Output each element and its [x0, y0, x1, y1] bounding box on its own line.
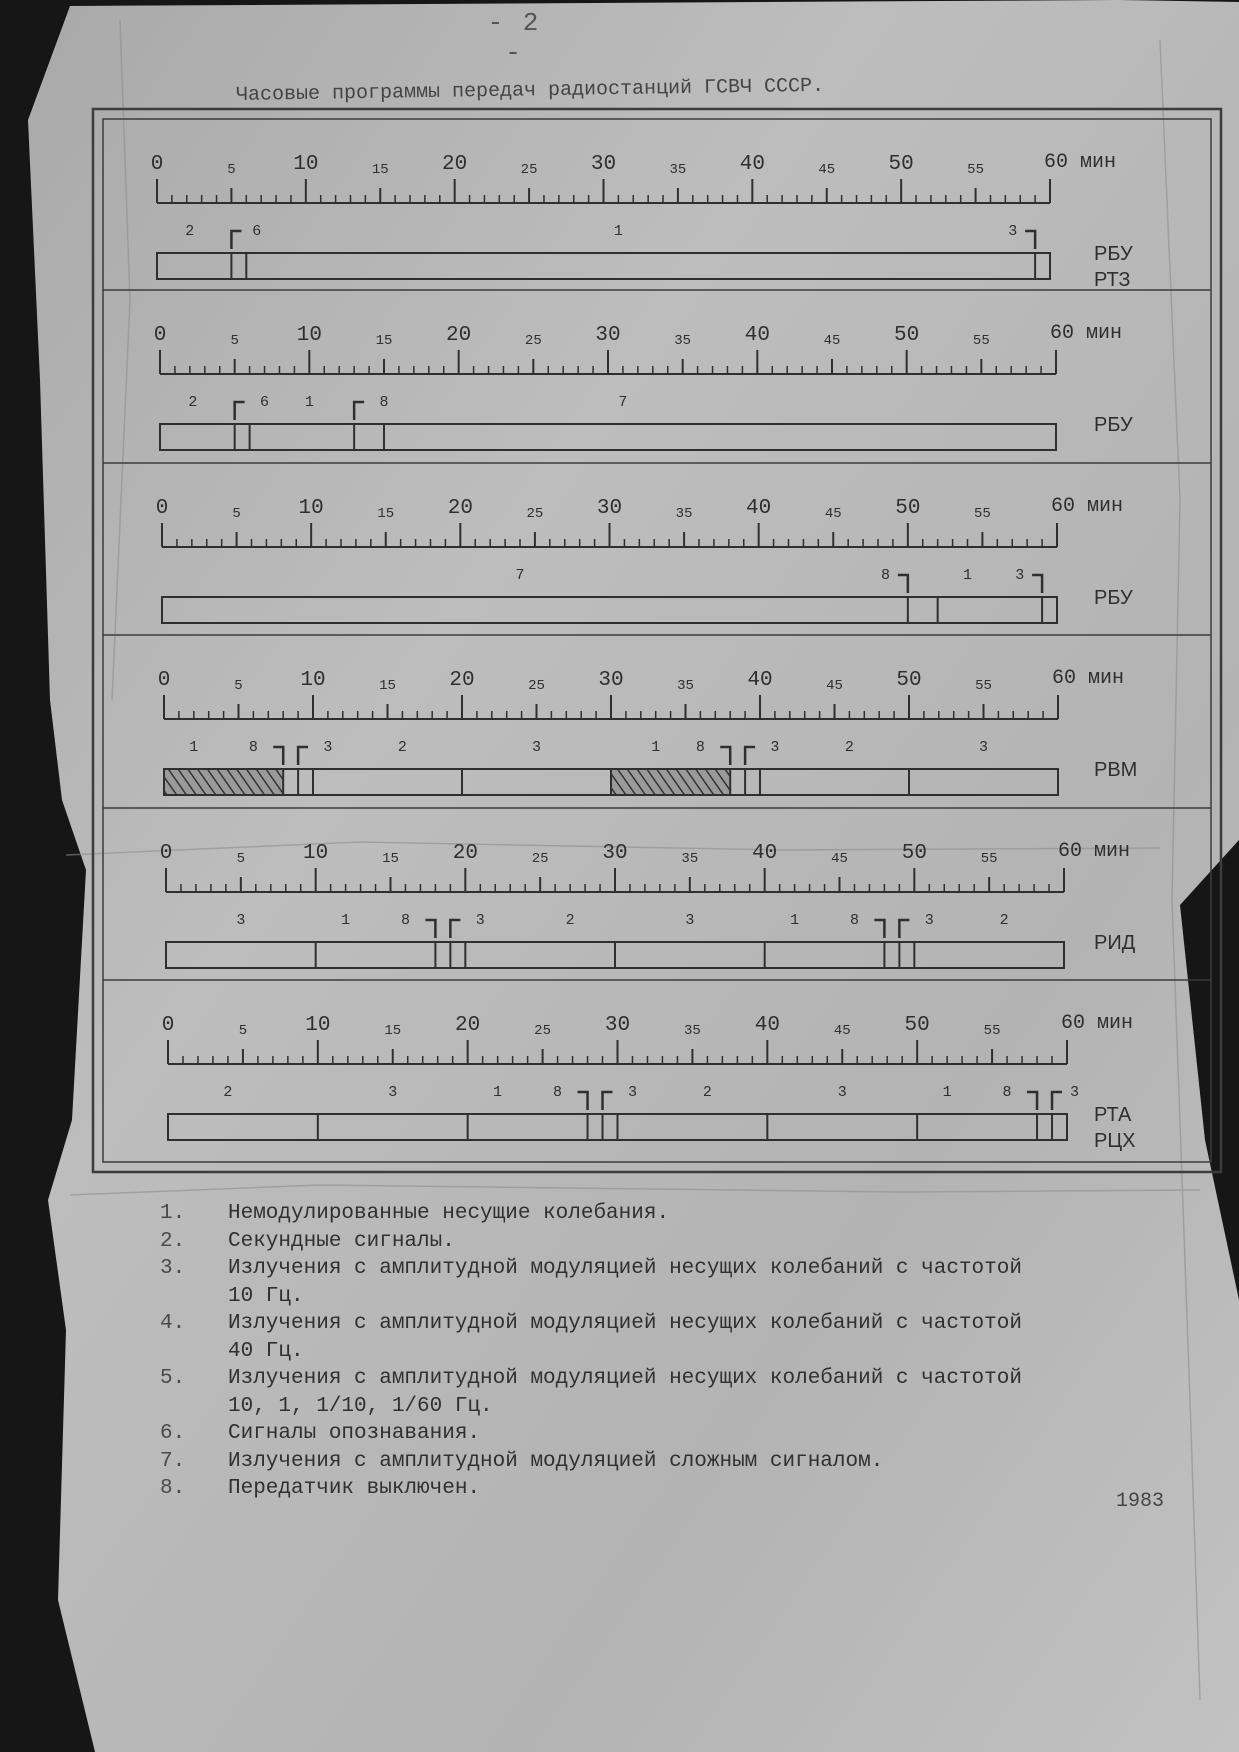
axis-tick-label: 50 — [888, 153, 914, 176]
axis-tick-label: 5 — [234, 678, 243, 694]
axis-tick-label: 15 — [384, 1023, 402, 1039]
axis-tick-label: 25 — [526, 506, 544, 522]
axis-tick-label: 0 — [155, 497, 169, 520]
axis-tick-label: 50 — [894, 324, 920, 347]
axis-tick-label: 20 — [455, 1014, 481, 1037]
axis-tick-label: 45 — [823, 333, 841, 349]
legend-text: Передатчик выключен. — [228, 1477, 481, 1500]
station-callsign: РБУ — [1094, 243, 1133, 265]
axis-tick-label: 35 — [675, 506, 693, 522]
axis-unit-label: 60 мин — [1058, 840, 1131, 863]
segment-label: 3 — [236, 912, 246, 929]
segment-label: 3 — [837, 1084, 847, 1101]
segment-label: 8 — [248, 739, 258, 756]
axis-tick-label: 0 — [150, 153, 164, 176]
legend-item — [160, 1200, 1238, 1228]
axis-tick-label: 50 — [904, 1014, 930, 1037]
axis-tick-label: 20 — [442, 153, 468, 176]
axis-unit-label: 60 мин — [1044, 151, 1117, 174]
segment-label: 1 — [304, 394, 314, 411]
axis-unit-label: 60 мин — [1052, 667, 1125, 690]
legend-number: 6. — [160, 1422, 186, 1445]
axis-tick-label: 15 — [371, 162, 389, 178]
segment-label: 1 — [942, 1084, 952, 1101]
axis-tick-label: 15 — [382, 851, 399, 867]
segment-label: 2 — [397, 739, 407, 756]
legend-item — [160, 1448, 1238, 1476]
segment-label: 8 — [553, 1084, 563, 1101]
axis-tick-label: 40 — [739, 153, 765, 176]
axis-tick-label: 45 — [826, 678, 843, 694]
segment-label: 3 — [388, 1084, 398, 1101]
axis-unit-label: 60 мин — [1051, 495, 1124, 518]
axis-tick-label: 10 — [305, 1014, 331, 1037]
axis-tick-label: 5 — [236, 851, 246, 867]
segment-label: 3 — [475, 912, 485, 929]
legend-text: Излучения с амплитудной модуляцией несущих колебаний с частотой 10, 1, 1/10, 1/60 Гц. — [228, 1367, 1022, 1418]
axis-tick-label: 40 — [754, 1014, 780, 1037]
axis-tick-label: 30 — [595, 324, 621, 347]
axis-tick-label: 10 — [303, 842, 329, 865]
legend-number: 3. — [160, 1257, 186, 1280]
segment-label: 1 — [341, 912, 351, 929]
axis-tick-label: 40 — [744, 324, 770, 347]
segment-label: 8 — [400, 912, 410, 929]
segment-label: 2 — [185, 223, 195, 240]
segment-label: 3 — [1069, 1084, 1079, 1101]
segment-label: 2 — [223, 1084, 233, 1101]
legend-item — [160, 1255, 1238, 1310]
legend-number: 2. — [160, 1229, 186, 1253]
year-label: 1983 — [1116, 1490, 1165, 1513]
station-callsign: РЦХ — [1094, 1130, 1136, 1152]
axis-tick-label: 35 — [674, 333, 692, 349]
segment-label: 8 — [880, 567, 890, 584]
axis-tick-label: 10 — [296, 324, 322, 347]
hatched-segment — [611, 769, 730, 795]
hatched-segment — [164, 769, 283, 795]
segment-label: 7 — [515, 567, 525, 584]
segment-label: 2 — [702, 1084, 712, 1101]
legend-text: Излучения с амплитудной модуляцией несущих колебаний с частотой 10 Гц. — [228, 1257, 1022, 1308]
legend-text: Излучения с амплитудной модуляцией несущих колебаний с частотой 40 Гц. — [228, 1312, 1022, 1363]
segment-label: 1 — [613, 223, 623, 240]
segment-label: 8 — [1002, 1084, 1012, 1101]
axis-tick-label: 20 — [447, 497, 473, 520]
axis-tick-label: 5 — [227, 162, 236, 178]
legend-item — [160, 1420, 1238, 1448]
axis-tick-label: 10 — [293, 153, 319, 176]
axis-tick-label: 35 — [681, 851, 699, 867]
segment-label: 3 — [323, 739, 333, 756]
segment-label: 1 — [790, 912, 800, 929]
axis-tick-label: 10 — [298, 497, 324, 520]
axis-tick-label: 15 — [375, 333, 393, 349]
segment-label: 8 — [695, 739, 705, 756]
axis-tick-label: 5 — [230, 333, 239, 349]
segment-label: 3 — [1008, 223, 1018, 240]
legend-item — [160, 1365, 1238, 1420]
axis-tick-label: 25 — [520, 162, 538, 178]
axis-tick-label: 40 — [752, 842, 778, 865]
axis-tick-label: 15 — [379, 678, 396, 694]
axis-tick-label: 40 — [746, 497, 772, 520]
station-callsign: РБУ — [1094, 414, 1133, 436]
segment-label: 6 — [260, 394, 270, 411]
legend-text: Немодулированные несущие колебания. — [228, 1202, 670, 1225]
station-callsign: РВМ — [1094, 759, 1138, 781]
axis-tick-label: 45 — [833, 1023, 851, 1039]
axis-tick-label: 50 — [895, 497, 921, 520]
axis-tick-label: 0 — [153, 324, 167, 347]
axis-tick-label: 55 — [972, 333, 990, 349]
axis-tick-label: 25 — [524, 333, 542, 349]
segment-label: 7 — [618, 394, 628, 411]
legend-text: Сигналы опознавания. — [228, 1422, 481, 1445]
station-callsign: РТА — [1094, 1104, 1132, 1126]
axis-tick-label: 45 — [824, 506, 842, 522]
document-title: Часовые программы передач радиостанций ГСВЧ СССР. — [235, 74, 825, 107]
station-callsign: РТЗ — [1094, 269, 1131, 291]
segment-label: 3 — [1015, 567, 1025, 584]
segment-label: 2 — [844, 739, 854, 756]
axis-unit-label: 60 мин — [1050, 322, 1123, 345]
legend-text: Секундные сигналы. — [228, 1229, 455, 1253]
axis-tick-label: 30 — [598, 669, 624, 692]
segment-label: 1 — [493, 1084, 503, 1101]
legend-number: 8. — [160, 1477, 186, 1500]
axis-tick-label: 35 — [669, 162, 687, 178]
axis-tick-label: 45 — [831, 851, 848, 867]
axis-tick-label: 20 — [446, 324, 472, 347]
segment-label: 3 — [978, 739, 989, 756]
segment-label: 1 — [189, 739, 199, 756]
axis-tick-label: 50 — [896, 669, 922, 692]
axis-tick-label: 20 — [452, 842, 478, 865]
axis-tick-label: 50 — [901, 842, 927, 865]
axis-tick-label: 55 — [980, 851, 998, 867]
axis-tick-label: 40 — [747, 669, 773, 692]
axis-tick-label: 25 — [528, 678, 545, 694]
legend-text: Излучения с амплитудной модуляцией сложным сигналом. — [228, 1449, 884, 1473]
axis-tick-label: 45 — [818, 162, 836, 178]
axis-tick-label: 20 — [449, 669, 475, 692]
segment-label: 8 — [379, 394, 389, 411]
segment-label: 2 — [565, 912, 575, 929]
axis-tick-label: 55 — [967, 162, 984, 178]
page-number: - 2 - — [487, 8, 541, 68]
legend-item — [160, 1228, 1238, 1256]
segment-label: 1 — [962, 567, 973, 584]
axis-tick-label: 0 — [161, 1014, 175, 1037]
axis-tick-label: 0 — [157, 669, 171, 692]
legend-item — [160, 1310, 1238, 1365]
segment-label: 2 — [188, 394, 198, 411]
legend-list — [160, 1200, 1238, 1503]
segment-label: 3 — [770, 739, 780, 756]
segment-label: 8 — [849, 912, 859, 929]
segment-label: 3 — [627, 1084, 637, 1101]
axis-tick-label: 55 — [974, 506, 991, 522]
segment-label: 1 — [651, 739, 661, 756]
axis-tick-label: 10 — [300, 669, 326, 692]
axis-tick-label: 35 — [677, 678, 694, 694]
axis-tick-label: 35 — [684, 1023, 701, 1039]
segment-label: 3 — [531, 739, 542, 756]
station-callsign: РИД — [1094, 932, 1136, 954]
axis-tick-label: 0 — [159, 842, 173, 865]
axis-tick-label: 30 — [602, 842, 628, 865]
axis-tick-label: 25 — [534, 1023, 551, 1039]
segment-label: 3 — [685, 912, 695, 929]
axis-tick-label: 55 — [983, 1023, 1001, 1039]
axis-tick-label: 30 — [596, 497, 623, 520]
axis-unit-label: 60 мин — [1061, 1012, 1134, 1035]
legend-number: 1. — [160, 1202, 186, 1225]
axis-tick-label: 30 — [590, 153, 617, 176]
axis-tick-label: 25 — [531, 851, 549, 867]
legend-item — [160, 1475, 1238, 1503]
segment-label: 3 — [924, 912, 934, 929]
segment-label: 2 — [999, 912, 1009, 929]
axis-tick-label: 30 — [604, 1014, 631, 1037]
legend-number: 5. — [160, 1367, 186, 1390]
axis-tick-label: 15 — [377, 506, 395, 522]
legend-number: 4. — [160, 1312, 186, 1335]
axis-tick-label: 5 — [238, 1023, 248, 1039]
segment-label: 6 — [252, 223, 262, 240]
axis-tick-label: 55 — [975, 678, 992, 694]
legend-number: 7. — [160, 1449, 186, 1473]
axis-tick-label: 5 — [232, 506, 241, 522]
station-callsign: РБУ — [1094, 587, 1133, 609]
